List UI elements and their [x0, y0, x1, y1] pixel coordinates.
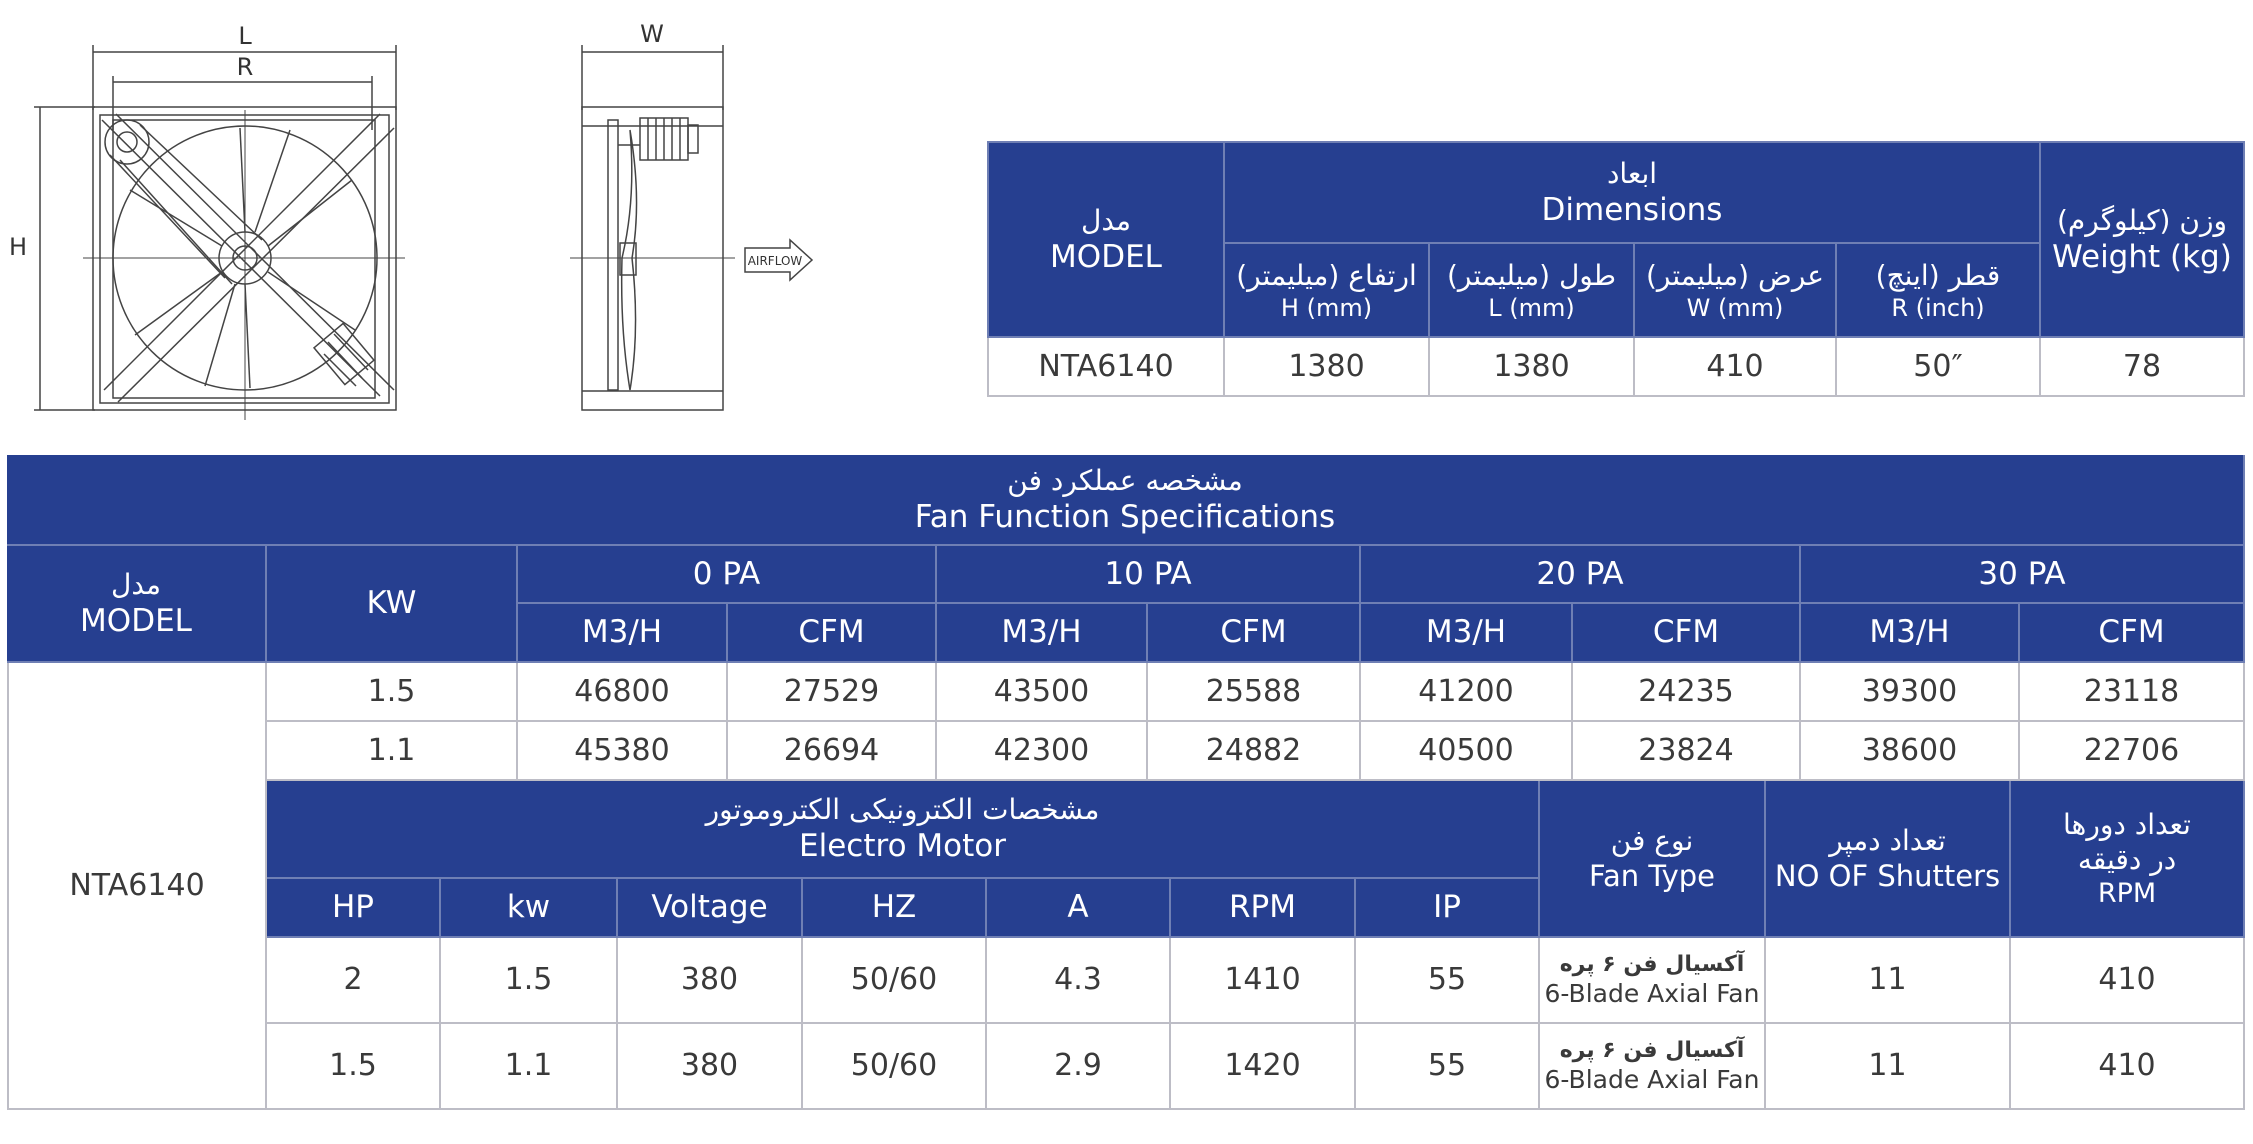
fan-type-value-fa: آکسیال فن ۶ پره	[1559, 1037, 1745, 1063]
dim-col-w	[1634, 243, 1836, 337]
label-R: R	[236, 53, 254, 81]
table-cell: 27529	[728, 663, 937, 722]
table-cell: 410	[2011, 938, 2245, 1024]
motor-col-hz: HZ	[803, 879, 987, 938]
dimensions-en: Dimensions	[1541, 191, 1723, 228]
subcol-m3h-30: M3/H	[1801, 604, 2020, 663]
kw-value: 1.5	[267, 663, 518, 722]
fan-type-fa: نوع فن	[1610, 823, 1694, 857]
motor-col-kw: kw	[441, 879, 618, 938]
subcol-m3h-0: M3/H	[518, 604, 728, 663]
dim-col-l-en: L (mm)	[1488, 293, 1575, 322]
perf-model-en-text: MODEL	[80, 602, 192, 639]
dim-col-r	[1836, 243, 2040, 337]
subcol-cfm-0: CFM	[728, 604, 937, 663]
table-cell: 4.3	[987, 938, 1171, 1024]
dimensions-table	[987, 141, 2245, 397]
airflow-label: AIRFLOW	[747, 254, 803, 268]
fan-technical-drawing	[0, 0, 830, 430]
dim-col-l-fa: طول (میلیمتر)	[1446, 258, 1617, 292]
table-cell: 2.9	[987, 1024, 1171, 1110]
perf-model-fa-text: مدل	[110, 567, 162, 601]
dimensions-header	[1224, 142, 2040, 243]
rpm-header	[2011, 781, 2245, 938]
fan-type-value-en: 6-Blade Axial Fan	[1544, 1065, 1760, 1095]
table-cell: 410	[2011, 1024, 2245, 1110]
dim-h-value: 1380	[1224, 337, 1429, 396]
fan-type-value-en: 6-Blade Axial Fan	[1544, 979, 1760, 1009]
dim-model-fa: مدل	[1080, 203, 1132, 237]
table-cell: 2	[267, 938, 441, 1024]
table-cell: 11	[1766, 938, 2011, 1024]
fan-type-cell	[1540, 938, 1766, 1024]
dim-w-value: 410	[1634, 337, 1836, 396]
subcol-cfm-30: CFM	[2020, 604, 2245, 663]
table-row	[988, 337, 2244, 396]
shutters-en: NO OF Shutters	[1774, 858, 2001, 893]
table-cell: 46800	[518, 663, 728, 722]
subcol-cfm-10: CFM	[1148, 604, 1361, 663]
performance-title-band	[7, 455, 2245, 546]
dim-model-value: NTA6140	[988, 337, 1224, 396]
weight-fa: وزن (کیلوگرم)	[2057, 203, 2227, 237]
table-cell: 55	[1356, 938, 1540, 1024]
kw-header-cell: KW	[267, 546, 518, 663]
table-cell: 38600	[1801, 722, 2020, 781]
rpm-fa-2: در دقیقه	[2077, 842, 2177, 876]
table-cell: 55	[1356, 1024, 1540, 1110]
table-cell: 380	[618, 938, 803, 1024]
table-cell: 1410	[1171, 938, 1356, 1024]
pressure-10pa-cell: 10 PA	[937, 546, 1361, 604]
rpm-fa-1: تعداد دورها	[2063, 807, 2191, 841]
table-cell: 26694	[728, 722, 937, 781]
table-cell: 42300	[937, 722, 1148, 781]
fan-type-en: Fan Type	[1589, 858, 1715, 893]
table-cell: 50/60	[803, 938, 987, 1024]
table-cell: 24235	[1573, 663, 1801, 722]
table-cell: 11	[1766, 1024, 2011, 1110]
shutters-fa: تعداد دمپر	[1829, 823, 1946, 857]
pressure-20pa-cell: 20 PA	[1361, 546, 1801, 604]
dim-model-header	[988, 142, 1224, 337]
subcol-m3h-10: M3/H	[937, 604, 1148, 663]
fan-type-value-fa: آکسیال فن ۶ پره	[1559, 951, 1745, 977]
dim-col-w-en: W (mm)	[1686, 293, 1784, 322]
table-cell: 40500	[1361, 722, 1573, 781]
table-cell: 1.1	[441, 1024, 618, 1110]
rpm-en: RPM	[2097, 877, 2157, 909]
dim-col-h-en: H (mm)	[1280, 293, 1373, 322]
motor-title	[267, 781, 1540, 879]
performance-title-en-text: Fan Function Specifications	[914, 498, 1336, 535]
table-cell: 50/60	[803, 1024, 987, 1110]
dim-col-w-fa: عرض (میلیمتر)	[1645, 258, 1824, 292]
subcol-cfm-20: CFM	[1573, 604, 1801, 663]
label-H: H	[8, 233, 28, 261]
table-cell: 41200	[1361, 663, 1573, 722]
dim-col-l	[1429, 243, 1634, 337]
table-cell: 23118	[2020, 663, 2245, 722]
label-L: L	[238, 22, 252, 50]
motor-col-rpm: RPM	[1171, 879, 1356, 938]
dim-col-h	[1224, 243, 1429, 337]
dimensions-fa: ابعاد	[1606, 156, 1658, 190]
shutters-header	[1766, 781, 2011, 938]
motor-col-a: A	[987, 879, 1171, 938]
dim-col-r-en: R (inch)	[1891, 293, 1985, 322]
weight-value: 78	[2040, 337, 2244, 396]
dim-l-value: 1380	[1429, 337, 1634, 396]
table-cell: 1.5	[267, 1024, 441, 1110]
motor-col-ip: IP	[1356, 879, 1540, 938]
kw-value: 1.1	[267, 722, 518, 781]
table-cell: 23824	[1573, 722, 1801, 781]
dim-r-value: 50″	[1836, 337, 2040, 396]
dim-col-h-fa: ارتفاع (میلیمتر)	[1236, 258, 1417, 292]
dim-col-r-fa: قطر (اینچ)	[1875, 258, 2001, 292]
motor-col-voltage: Voltage	[618, 879, 803, 938]
pressure-0pa-cell: 0 PA	[518, 546, 937, 604]
table-cell: 24882	[1148, 722, 1361, 781]
motor-title-fa: مشخصات الکترونیکی الکتروموتور	[705, 793, 1100, 827]
motor-col-hp: HP	[267, 879, 441, 938]
weight-header	[2040, 142, 2244, 337]
table-cell: 43500	[937, 663, 1148, 722]
table-cell: 1420	[1171, 1024, 1356, 1110]
subcol-m3h-20: M3/H	[1361, 604, 1573, 663]
dim-model-en: MODEL	[1050, 238, 1162, 275]
perf-model-cell	[7, 546, 267, 663]
performance-title-fa-text: مشخصه عملکرد فن	[1007, 463, 1243, 497]
motor-title-en: Electro Motor	[799, 828, 1006, 865]
label-W: W	[640, 20, 664, 48]
table-cell: 39300	[1801, 663, 2020, 722]
pressure-30pa-cell: 30 PA	[1801, 546, 2245, 604]
table-cell: 45380	[518, 722, 728, 781]
fan-type-header	[1540, 781, 1766, 938]
table-cell: 22706	[2020, 722, 2245, 781]
perf-model-value: NTA6140	[7, 663, 267, 1110]
table-cell: 25588	[1148, 663, 1361, 722]
table-cell: 1.5	[441, 938, 618, 1024]
weight-en: Weight (kg)	[2052, 238, 2232, 275]
fan-type-cell	[1540, 1024, 1766, 1110]
table-cell: 380	[618, 1024, 803, 1110]
